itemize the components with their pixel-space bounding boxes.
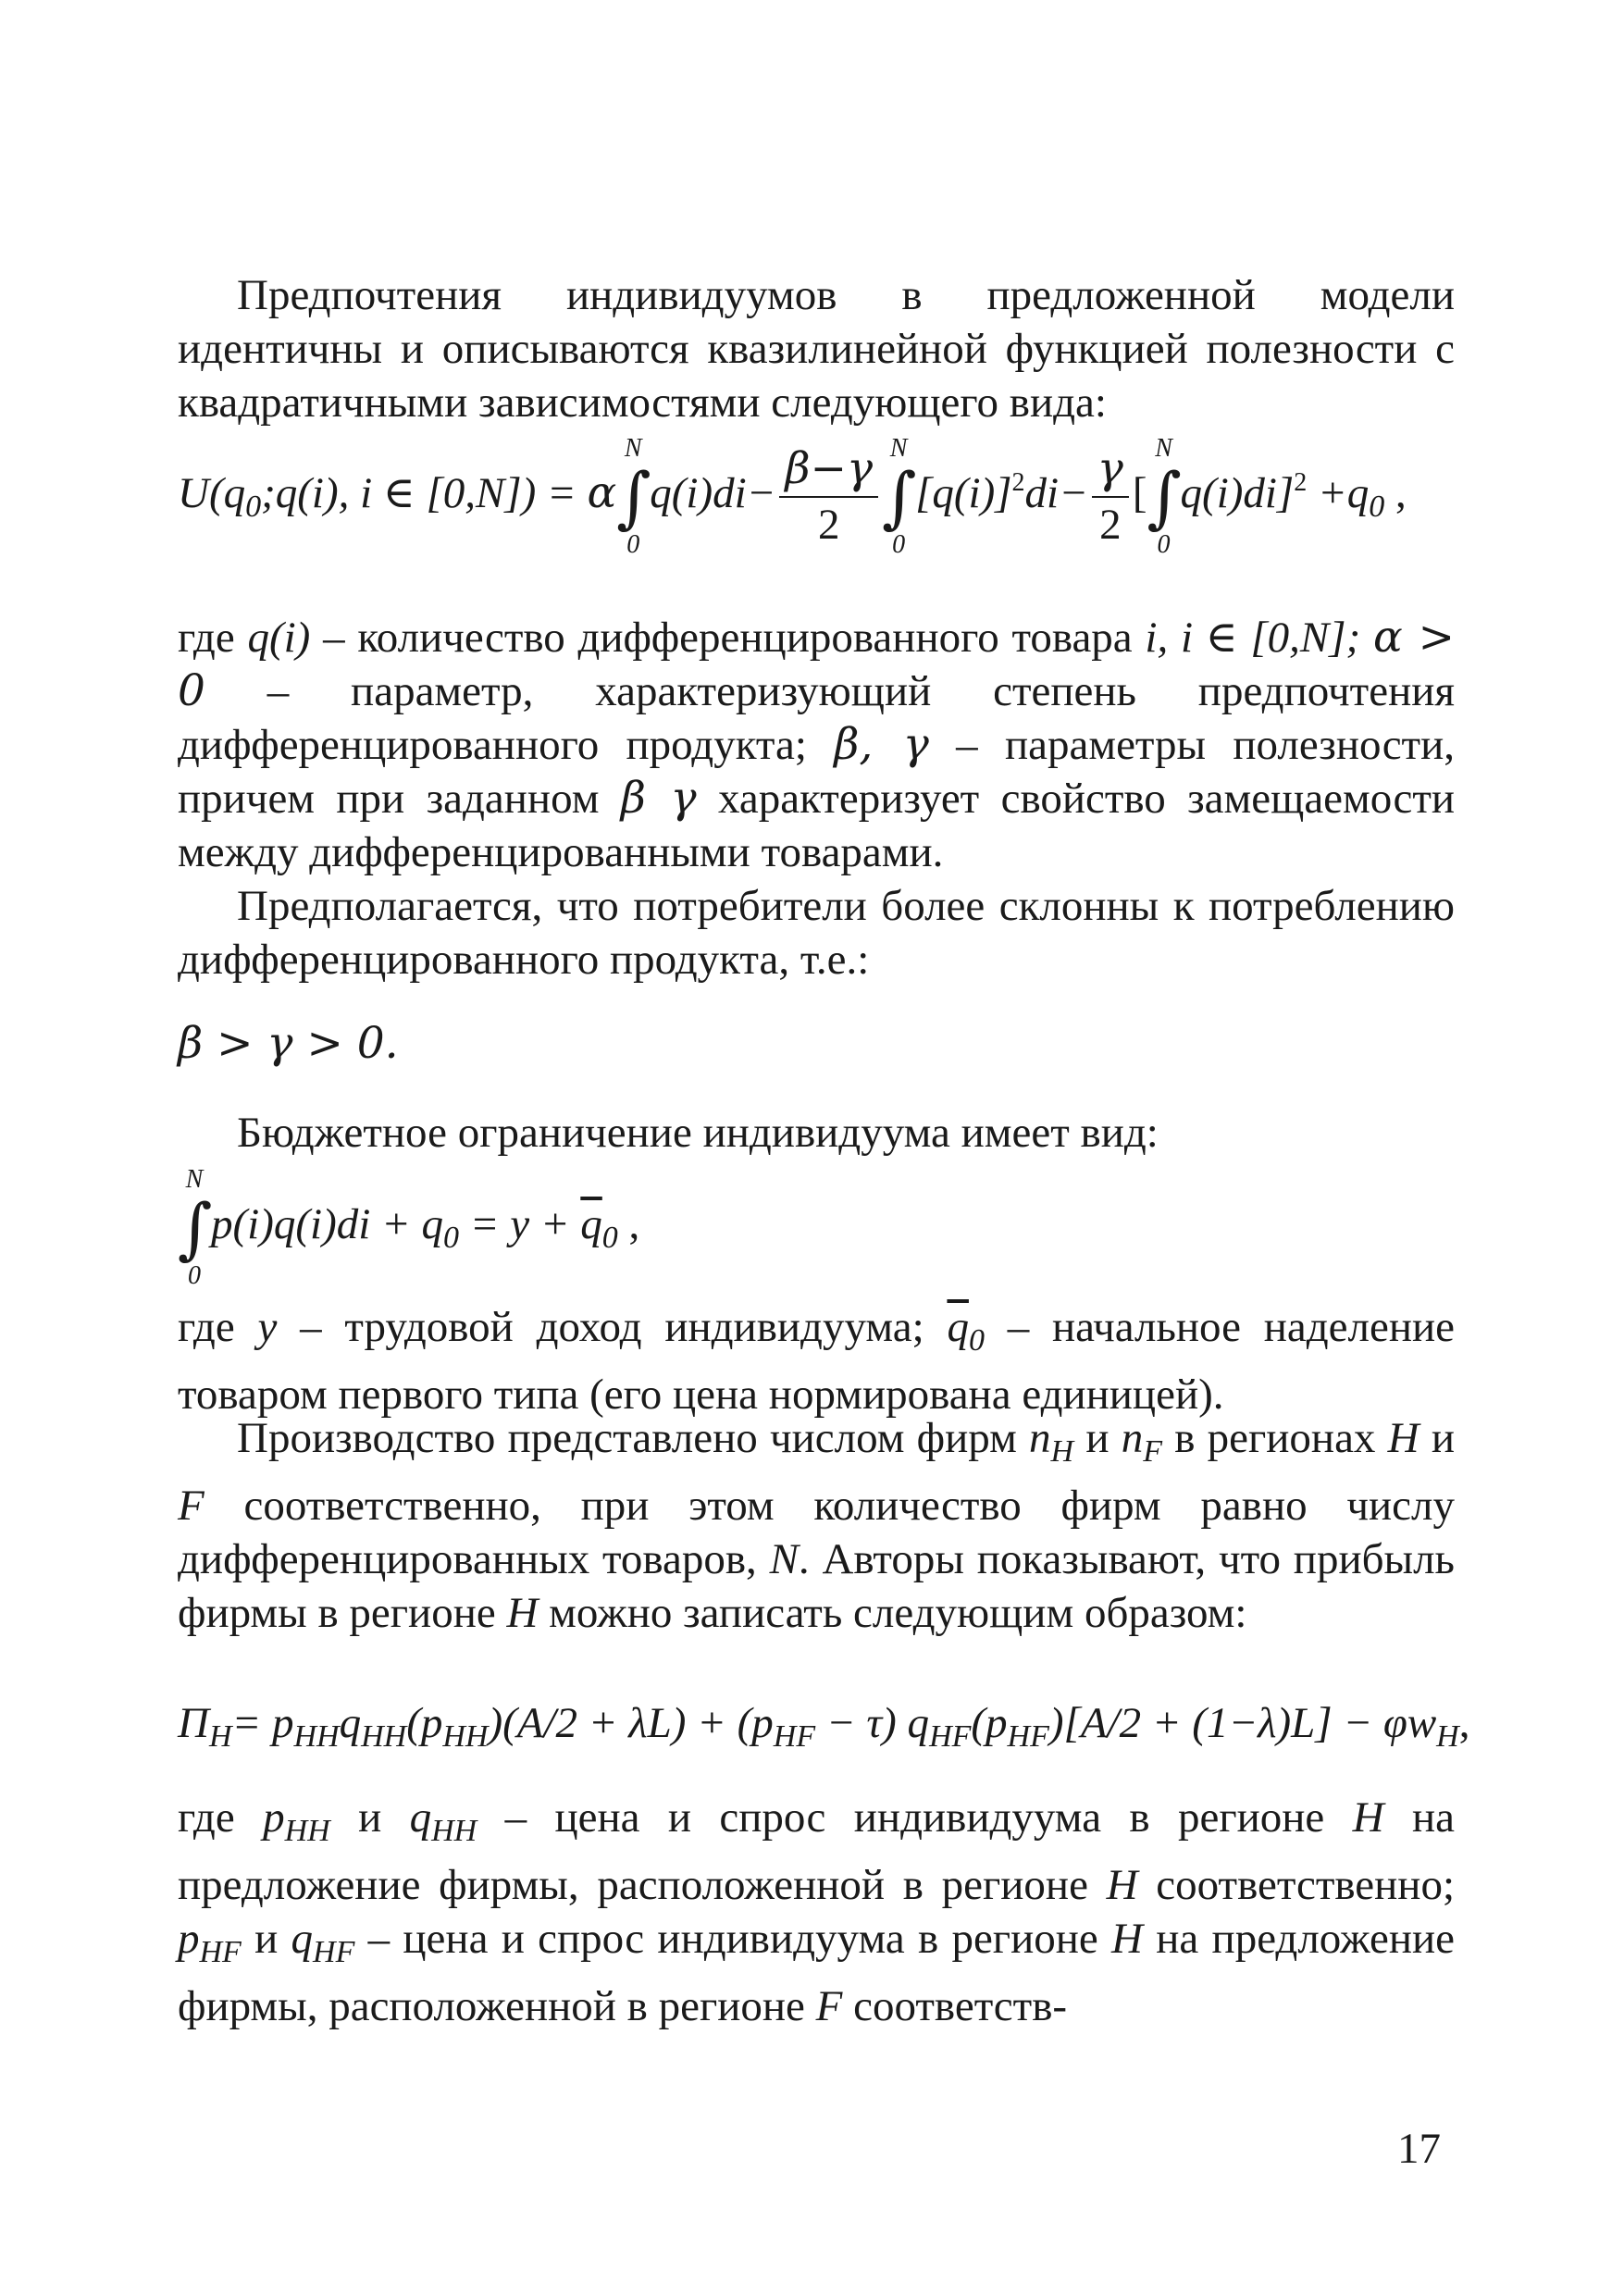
paragraph-definitions bbox=[178, 611, 1455, 879]
formula-profit: $\Pi_H= p_{HH}q_{HH}(p_{HH})(A/2 + \lambda L) + (p_{HF} - \tau) q_{HF}(p_{HF})[A/2 + (1-\lambda)L] - \varphi w_H$, bbox=[178, 1699, 1470, 1754]
paragraph-prices bbox=[178, 1791, 1455, 2033]
fraction: $\frac{\beta-\gamma}{2}$ bbox=[779, 442, 878, 552]
integral-sign: N ∫ 0 bbox=[616, 434, 651, 559]
formula-utility: $U(q_0;q(i)$, i ∈ [0,N]) = α N ∫ 0 q(i)di− $\frac{\beta-\gamma}{2}$ N ∫ 0 $[q(i)]^2di-$ $\frac{\gamma}{2}$ [ N ∫ 0 $q(i)di]^2 +q_0$ , bbox=[178, 434, 1407, 559]
fraction: $\frac{\gamma}{2}$ bbox=[1092, 442, 1129, 552]
paragraph-text: Предполагается, что потребители более склонны к потреблению дифференцированного продукта, т.е.: bbox=[178, 882, 1455, 984]
paragraph-text: Бюджетное ограничение индивидуума имеет вид: bbox=[237, 1109, 1159, 1157]
integral-sign: N ∫ 0 bbox=[1147, 434, 1183, 559]
page-number: 17 bbox=[1397, 2125, 1441, 2173]
paragraph-text: Предпочтения индивидуумов в предложенной модели идентичны и описываются квазилинейной функцией полезности с квадратичными зависимостями следующего вида: bbox=[178, 271, 1455, 427]
paragraph-preferences bbox=[178, 268, 1455, 429]
integral-sign: N ∫ 0 bbox=[178, 1165, 213, 1290]
paragraph-text: где q(i) – количество дифференцированного товара i, i ∈ [0,N]; α > 0 – параметр, характеризующий степень предпочтения дифференцированного продукта; β, γ – параметры полезности, причем при заданном β γ характеризует свойство замещаемости между дифференцированными товарами. bbox=[178, 612, 1456, 876]
paragraph-budget-intro bbox=[178, 1106, 1455, 1160]
paragraph-text: Производство представлено числом фирм $n_H$ и $n_F$ в регионах H и F соответственно, при этом количество фирм равно числу дифференцированных товаров, N. Авторы показывают, что прибыль фирмы в регионе H можно записать следующим образом: bbox=[178, 1414, 1455, 1637]
paragraph-production bbox=[178, 1411, 1455, 1640]
paragraph-assumption bbox=[178, 879, 1455, 986]
paragraph-text: где $p_{HH}$ и $q_{HH}$ – цена и спрос индивидуума в регионе H на предложение фирмы, расположенной в регионе H соответственно; $p_{HF}$ и $q_{HF}$ – цена и спрос индивидуума в регионе H на предложение фирмы, расположенной в регионе F соответств- bbox=[178, 1793, 1456, 2030]
formula-budget: N ∫ 0 $p(i)q(i)di + q_0 = y + \overline{q}_0$ , bbox=[178, 1165, 640, 1290]
integral-sign: N ∫ 0 bbox=[882, 434, 917, 559]
paragraph-income bbox=[178, 1300, 1455, 1421]
formula-inequality: β > γ > 0. bbox=[178, 1018, 399, 1069]
paragraph-text: где y – трудовой доход индивидуума; $\overline{q}_0$ – начальное наделение товаром первого типа (его цена нормирована единицей). bbox=[178, 1303, 1455, 1419]
